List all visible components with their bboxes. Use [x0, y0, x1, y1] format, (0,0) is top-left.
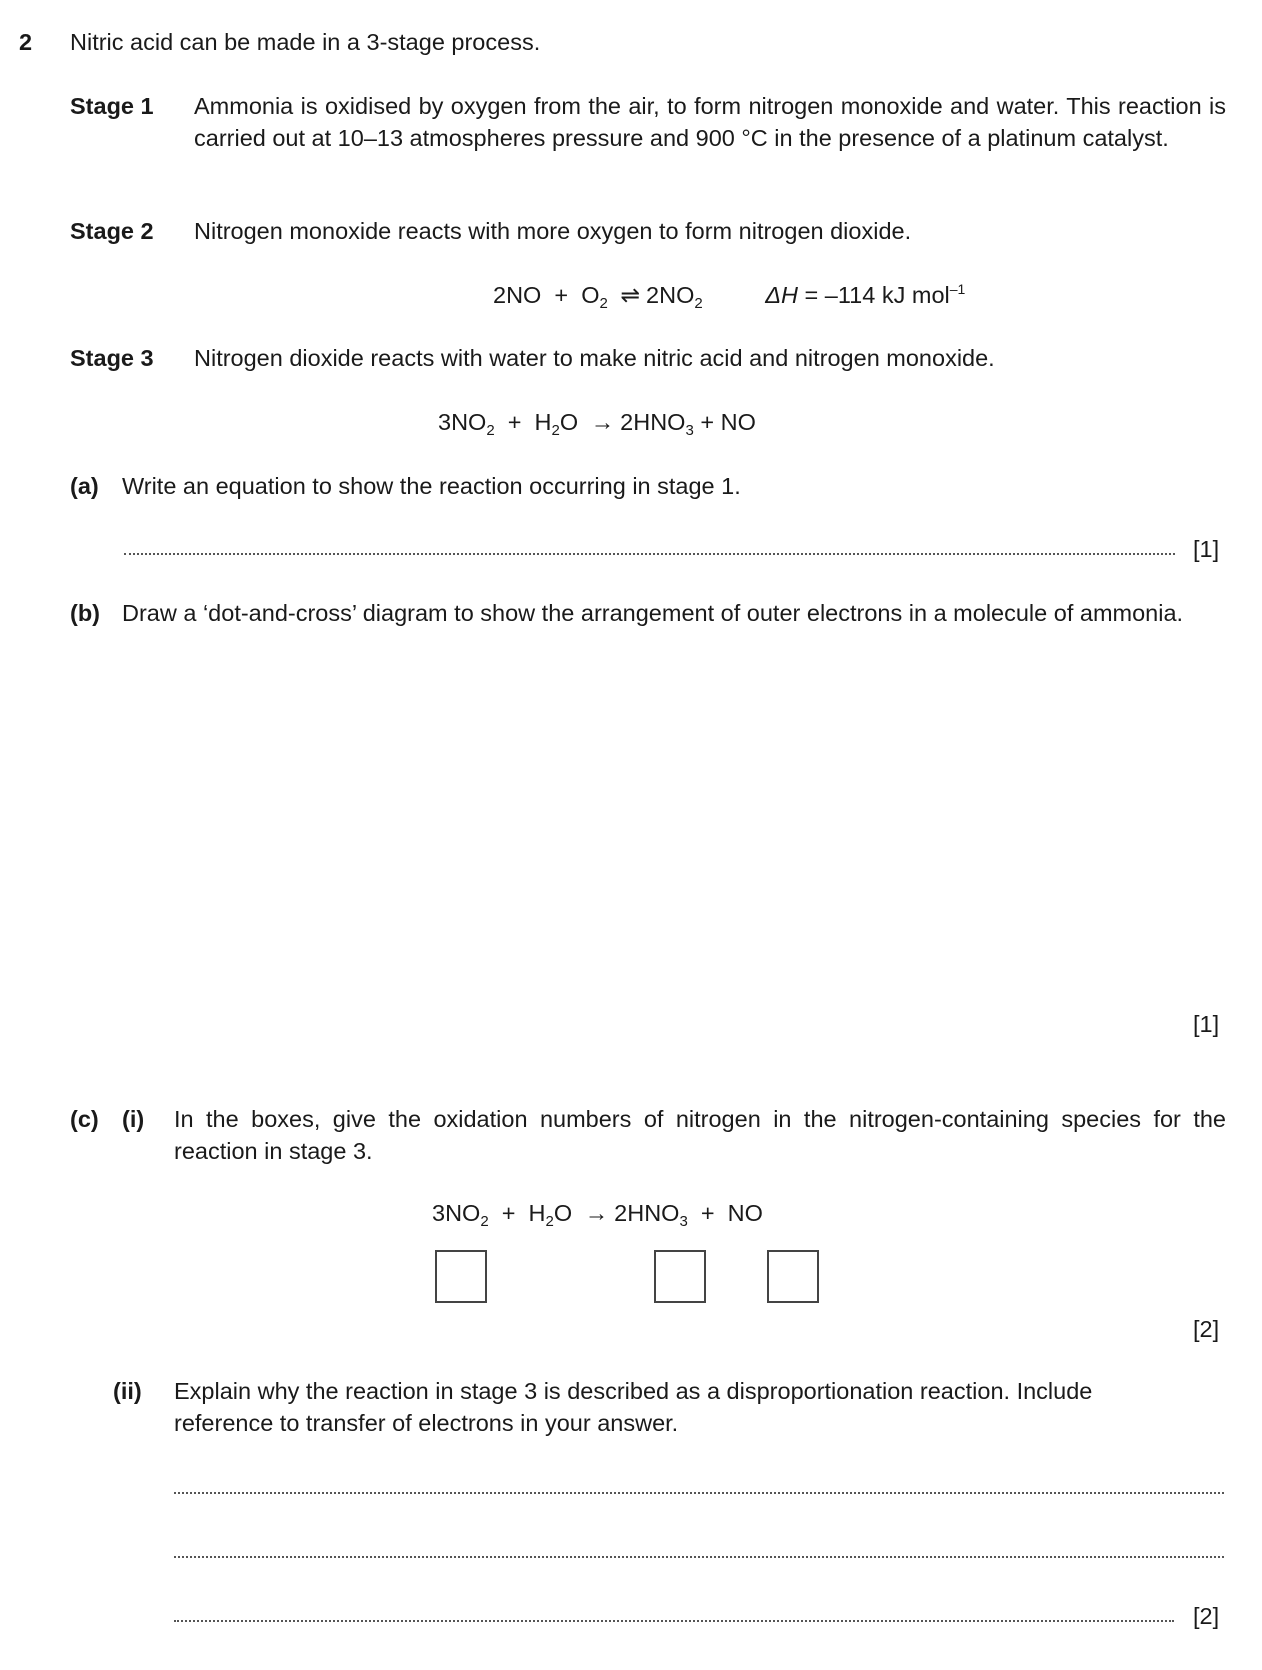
eq-plus: +: [507, 409, 522, 435]
stage-1-label: Stage 1: [70, 93, 154, 119]
eq-subscript: 2: [486, 422, 495, 439]
answer-line-c-ii-3[interactable]: [174, 1620, 1174, 1622]
drawing-area[interactable]: [122, 670, 1226, 990]
stage-1-text: Ammonia is oxidised by oxygen from the air, to form nitrogen monoxide and water. This reaction is carried out at 10–13 atmospheres pressure and 900 °C in the presence of a platinum catalyst.: [194, 93, 1226, 151]
oxidation-box-no[interactable]: [767, 1250, 819, 1303]
eq-term: 3NO: [432, 1200, 481, 1226]
eq-subscript: 2: [480, 1213, 489, 1230]
part-c-i-text: In the boxes, give the oxidation numbers of nitrogen in the nitrogen-containing species for the reaction in stage 3.: [174, 1106, 1226, 1164]
intro-text: Nitric acid can be made in a 3-stage process.: [70, 29, 541, 55]
marks-c-ii: [2]: [1193, 1603, 1220, 1629]
eq-plus: +: [554, 282, 569, 308]
eq-subscript: 3: [685, 422, 694, 439]
part-a-text: Write an equation to show the reaction occurring in stage 1.: [122, 473, 741, 499]
eq-plus: +: [700, 1200, 715, 1226]
question-number: 2: [19, 29, 33, 55]
part-c-i-label: (i): [122, 1106, 145, 1132]
eq-term: NO: [727, 1200, 763, 1226]
stage-3-text: Nitrogen dioxide reacts with water to make nitric acid and nitrogen monoxide.: [194, 345, 995, 371]
enthalpy-symbol: ΔH: [765, 282, 798, 308]
eq-term: 3NO: [438, 409, 487, 435]
part-a-label: (a): [70, 473, 99, 499]
part-c-ii-text: Explain why the reaction in stage 3 is described as a disproportionation reaction. Include reference to transfer of electrons in your answer.: [174, 1378, 1093, 1436]
enthalpy-unit-exponent: –1: [949, 281, 966, 297]
eq-term: H: [528, 1200, 546, 1226]
stage-2-equation: [493, 279, 965, 311]
answer-line-c-ii-2[interactable]: [174, 1556, 1224, 1558]
part-c-equation: [432, 1197, 763, 1229]
part-b-text: Draw a ‘dot-and-cross’ diagram to show the arrangement of outer electrons in a molecule of ammonia.: [122, 600, 1184, 626]
eq-term: 2NO: [646, 282, 695, 308]
eq-plus: +: [700, 409, 715, 435]
eq-subscript: 3: [679, 1213, 688, 1230]
eq-term: O: [559, 409, 579, 435]
reaction-arrow-icon: →: [584, 1200, 609, 1226]
enthalpy-value: = –114 kJ mol: [804, 282, 950, 308]
stage-2-label: Stage 2: [70, 218, 154, 244]
stage-2-text: Nitrogen monoxide reacts with more oxygen to form nitrogen dioxide.: [194, 218, 912, 244]
answer-line-a[interactable]: [124, 553, 1175, 555]
eq-term: O: [553, 1200, 573, 1226]
eq-subscript: 2: [694, 295, 703, 312]
eq-subscript: 2: [551, 422, 560, 439]
answer-line-c-ii-1[interactable]: [174, 1492, 1224, 1494]
eq-subscript: 2: [599, 295, 608, 312]
eq-term: 2HNO: [614, 1200, 680, 1226]
eq-subscript: 2: [545, 1213, 554, 1230]
part-c-label: (c): [70, 1106, 99, 1132]
eq-term: 2HNO: [620, 409, 686, 435]
marks-b: [1]: [1193, 1011, 1220, 1037]
part-c-ii-label: (ii): [113, 1378, 142, 1404]
reaction-arrow-icon: →: [590, 409, 615, 435]
marks-c-i: [2]: [1193, 1316, 1220, 1342]
eq-term: H: [534, 409, 552, 435]
equilibrium-arrow-icon: ⇌: [620, 282, 641, 308]
stage-3-label: Stage 3: [70, 345, 154, 371]
eq-term: O: [581, 282, 600, 308]
oxidation-box-hno3[interactable]: [654, 1250, 706, 1303]
oxidation-box-no2[interactable]: [435, 1250, 487, 1303]
stage-3-equation: [438, 406, 756, 438]
eq-term: 2NO: [493, 282, 542, 308]
marks-a: [1]: [1193, 536, 1220, 562]
part-b-label: (b): [70, 600, 101, 626]
eq-term: NO: [720, 409, 756, 435]
eq-plus: +: [501, 1200, 516, 1226]
